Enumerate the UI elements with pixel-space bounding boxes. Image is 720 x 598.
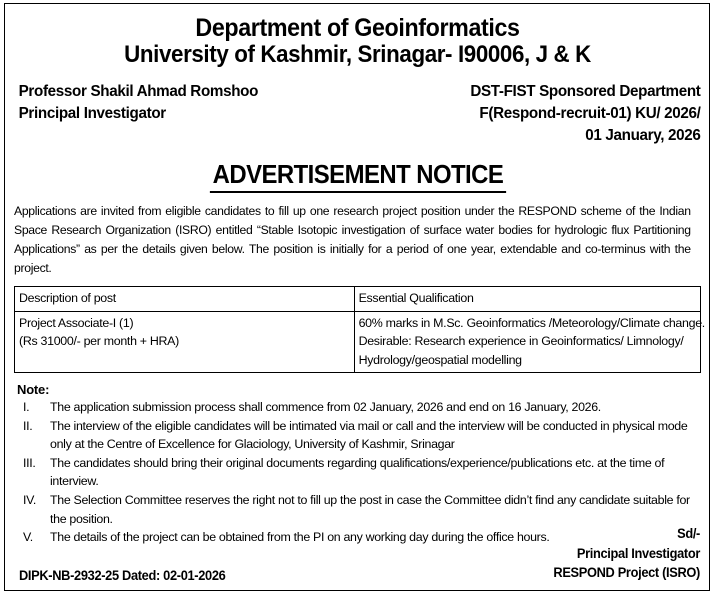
column-header-description: Description of post (15, 287, 355, 311)
investigator-name: Professor Shakil Ahmad Romshoo (18, 82, 259, 100)
header-info-row (11, 81, 704, 147)
note-marker: IV. (23, 492, 37, 507)
note-marker: II. (23, 418, 33, 433)
table-row (15, 311, 701, 372)
investigator-block (11, 81, 258, 125)
notice-page (4, 3, 710, 591)
reference-block (470, 81, 704, 147)
note-marker: V. (23, 530, 33, 545)
qualification-line-2: Desirable: Research experience in Geoinformatics/ Limnology/ (358, 334, 684, 349)
dipk-reference: DIPK-NB-2932-25 Dated: 02-01-2026 (19, 568, 226, 583)
note-text: The candidates should bring their original documents regarding qualifications/experience/publications etc. at the time of interview. (50, 455, 665, 489)
note-item (17, 417, 701, 454)
note-item (17, 454, 701, 491)
university-name: University of Kashmir, Srinagar- I90006, J & K (124, 41, 591, 68)
notice-date: 01 January, 2026 (584, 127, 701, 145)
notice-heading-wrap (11, 159, 704, 193)
table-header-row (15, 287, 701, 311)
body-paragraph: Applications are invited from eligible candidates to fill up one research project position under the RESPOND scheme of the Indian Space Research Organization (ISRO) entitled “Stable Isotopic investigation of surface water bodies for hydrologic flux Partitioning Applications” as per the details given below. The position is initially for a period of one year, extendable and co-terminus with the project. (14, 204, 691, 275)
cell-qualification (354, 311, 705, 372)
note-item (17, 398, 701, 417)
qualification-line-3: Hydrology/geospatial modelling (358, 352, 522, 367)
post-salary: (Rs 31000/- per month + HRA) (19, 334, 179, 349)
post-title: Project Associate-I (1) (19, 315, 134, 330)
note-text: The details of the project can be obtained from the PI on any working day during the office hours. (50, 530, 550, 545)
cell-post-description (15, 311, 355, 372)
department-name: Department of Geoinformatics (195, 14, 520, 42)
investigator-designation: Principal Investigator (18, 104, 166, 122)
notes-title: Note: (17, 381, 50, 397)
notice-content (11, 8, 704, 587)
signature-project: RESPOND Project (ISRO) (553, 565, 700, 581)
column-header-qualification: Essential Qualification (354, 287, 700, 311)
note-text: The interview of the eligible candidates will be intimated via mail or call and the interview will be conducted in physical mode only at the Centre of Excellence for Glaciology, University of Kashmir, Srinagar (50, 418, 688, 452)
signature-designation: Principal Investigator (576, 545, 700, 561)
reference-number: F(Respond-recruit-01) KU/ 2026/ (479, 104, 701, 122)
footer (17, 524, 700, 583)
sponsor-line: DST-FIST Sponsored Department (469, 82, 701, 100)
signature-sd: Sd/- (677, 526, 700, 542)
post-details-table (14, 286, 705, 372)
note-text: The Selection Committee reserves the right not to fill up the post in case the Committee didn’t find any candidate suitable for the position. (50, 492, 690, 526)
organization-header (35, 14, 679, 69)
page-title: ADVERTISEMENT NOTICE (209, 159, 505, 193)
note-marker: I. (23, 399, 30, 414)
note-item (17, 491, 701, 528)
note-text: The application submission process shall commence from 02 January, 2026 and end on 16 January, 2026. (50, 399, 601, 414)
note-marker: III. (23, 455, 36, 470)
qualification-line-1: 60% marks in M.Sc. Geoinformatics /Meteorology/Climate change. (358, 315, 705, 330)
notes-section (17, 382, 701, 547)
